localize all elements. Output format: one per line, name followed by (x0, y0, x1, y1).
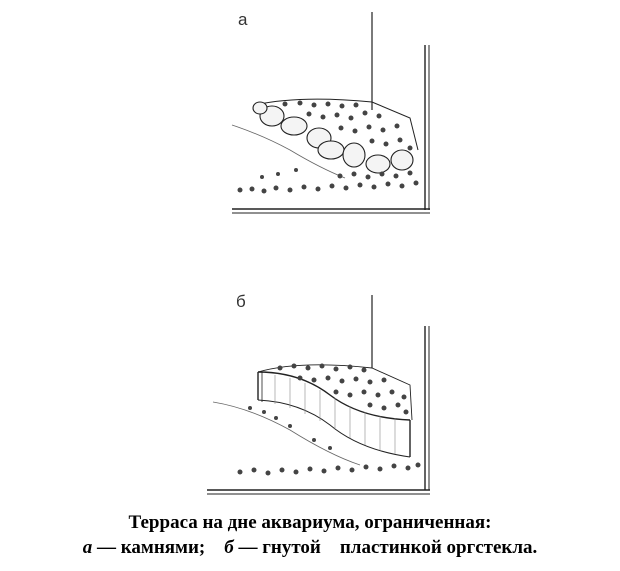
caption-letter-b: б (224, 537, 234, 558)
caption-text-a: — камнями; (92, 537, 206, 558)
panel-b-plate-shading (275, 375, 395, 454)
caption-text-b: — гнутой пластинкой оргстекла. (233, 537, 538, 558)
panel-a-stones (253, 102, 413, 173)
caption-line-1: Терраса на дне аквариума, ограниченная: (128, 512, 492, 533)
caption-letter-a: а (82, 537, 93, 558)
panel-label-b: б (236, 292, 246, 311)
panel-b-drawing (207, 295, 430, 494)
caption-line-2 (0, 536, 620, 560)
panel-b-gravel (238, 364, 421, 476)
panel-label-a: а (238, 10, 248, 29)
